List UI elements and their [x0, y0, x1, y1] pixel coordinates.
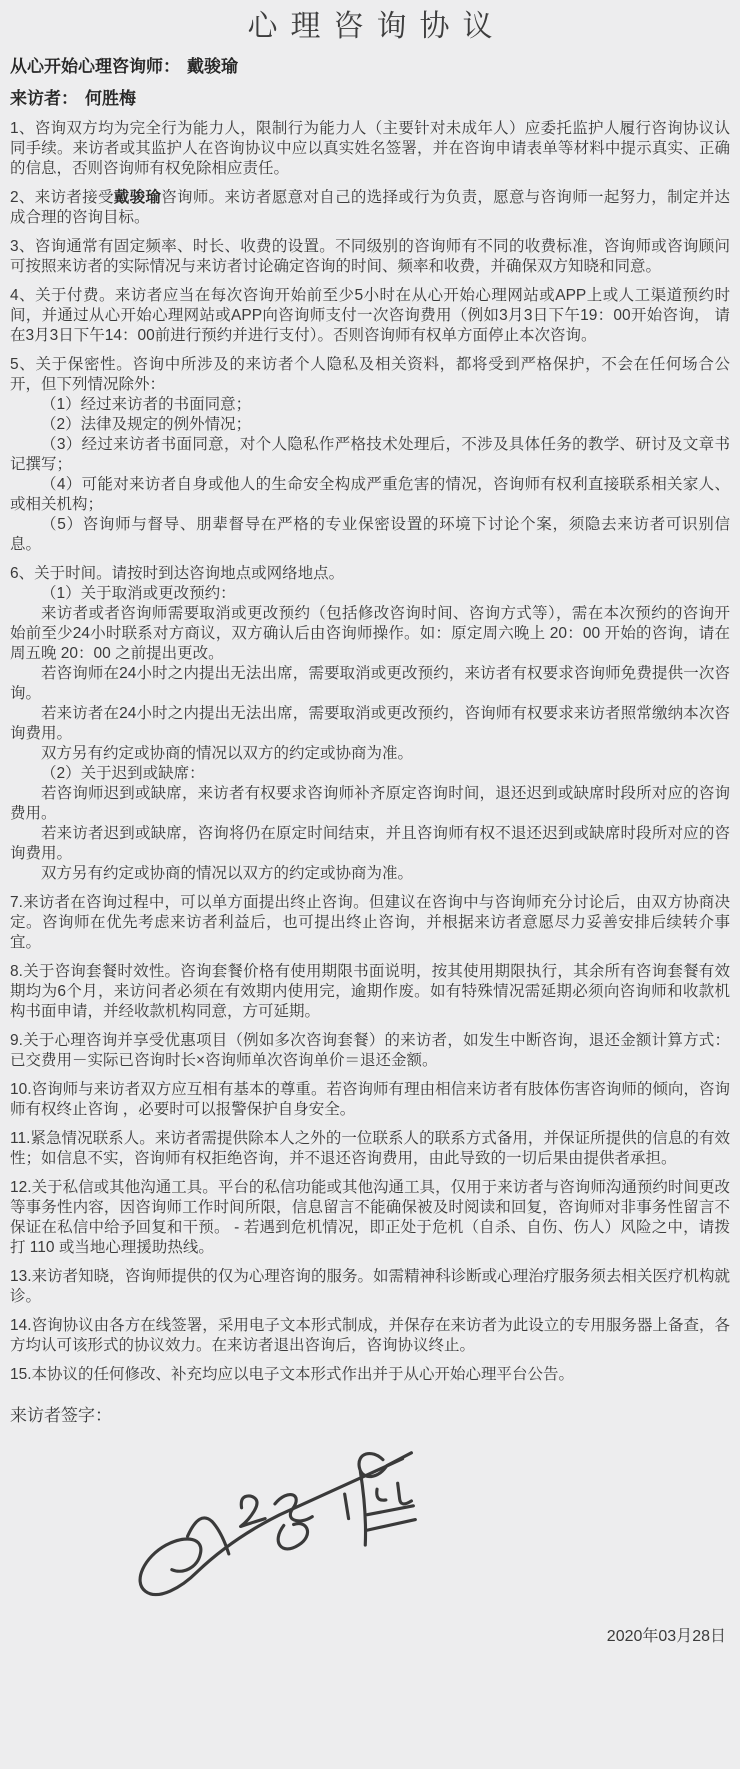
handwritten-signature-image — [122, 1443, 422, 1605]
agreement-paragraph: 1、咨询双方均为完全行为能力人，限制行为能力人（主要针对未成年人）应委托监护人履行咨询协议认同手续。来访者或其监护人在咨询协议中应以真实姓名签署，并在咨询申请表单等材料中提示真实、正确的信息，否则咨询师有权免除相应责任。 — [10, 120, 730, 177]
counselor-name: 戴骏瑜 — [187, 57, 238, 76]
agreement-paragraph: （2）法律及规定的例外情况； — [41, 416, 252, 433]
agreement-paragraph: 2、来访者接受戴骏瑜咨询师。来访者愿意对自己的选择或行为负责，愿意与咨询师一起努力，制定并达成合理的咨询目标。 — [10, 189, 730, 226]
agreement-paragraph: （1）关于取消或更改预约： — [41, 585, 236, 602]
agreement-paragraph: 15.本协议的任何修改、补充均应以电子文本形式作出并于从心开始心理平台公告。 — [10, 1366, 575, 1383]
agreement-paragraph: （1）经过来访者的书面同意； — [41, 396, 252, 413]
agreement-paragraph: （5）咨询师与督导、朋辈督导在严格的专业保密设置的环境下讨论个案，须隐去来访者可识别信息。 — [10, 516, 730, 553]
agreement-paragraph: 9.关于心理咨询并享受优惠项目（例如多次咨询套餐）的来访者，如发生中断咨询，退还金额计算方式：已交费用－实际已咨询时长×咨询师单次咨询单价＝退还金额。 — [10, 1032, 730, 1069]
agreement-paragraph: 7.来访者在咨询过程中，可以单方面提出终止咨询。但建议在咨询中与咨询师充分讨论后，由双方协商决定。咨询师在优先考虑来访者利益后，也可提出终止咨询，并根据来访者意愿尽力妥善安排后续转介事宜。 — [10, 894, 730, 951]
agreement-paragraph: 4、关于付费。来访者应当在每次咨询开始前至少5小时在从心开始心理网站或APP上或人工渠道预约时间，并通过从心开始心理网站或APP向咨询师支付一次咨询费用（例如3月3日下午19：00开始咨询， 请在3月3日下午14：00前进行预约并进行支付）。否则咨询师有权单方面停止本次咨询。 — [10, 287, 730, 344]
agreement-paragraph: 若咨询师在24小时之内提出无法出席，需要取消或更改预约，来访者有权要求咨询师免费提供一次咨询。 — [10, 665, 730, 702]
agreement-paragraph: （3）经过来访者书面同意，对个人隐私作严格技术处理后，不涉及具体任务的教学、研讨及文章书记撰写； — [10, 436, 730, 473]
agreement-paragraph: 11.紧急情况联系人。来访者需提供除本人之外的一位联系人的联系方式备用，并保证所提供的信息的有效性；如信息不实，咨询师有权拒绝咨询，并不退还咨询费用，由此导致的一切后果由提供者承担。 — [10, 1130, 730, 1167]
visitor-line — [10, 87, 730, 110]
signature-area — [122, 1443, 730, 1605]
visitor-name: 何胜梅 — [85, 89, 136, 108]
agreement-paragraph: 12.关于私信或其他沟通工具。平台的私信功能或其他沟通工具，仅用于来访者与咨询师沟通预约时间更改等事务性内容，因咨询师工作时间所限，信息留言不能确保被及时阅读和回复，咨询师对非事务性留言不保证在私信中给予回复和干预。 - 若遇到危机情况，即正处于危机（自杀、自伤、伤人）风险之中，请拨打 110 或当地心理援助热线。 — [10, 1179, 730, 1256]
agreement-paragraph: 14.咨询协议由各方在线签署，采用电子文本形式制成，并保存在来访者为此设立的专用服务器上备查，各方均认可该形式的协议效力。在来访者退出咨询后，咨询协议终止。 — [10, 1317, 730, 1354]
agreement-paragraph: 6、关于时间。请按时到达咨询地点或网络地点。 — [10, 565, 345, 582]
agreement-paragraph: 若咨询师迟到或缺席，来访者有权要求咨询师补齐原定咨询时间，退还迟到或缺席时段所对应的咨询费用。 — [10, 785, 730, 822]
counselor-label: 从心开始心理咨询师： — [10, 57, 180, 76]
agreement-paragraph: 来访者或者咨询师需要取消或更改预约（包括修改咨询时间、咨询方式等），需在本次预约的咨询开始前至少24小时联系对方商议，双方确认后由咨询师操作。如：原定周六晚上 20：00 开始的咨询，请在周五晚 20：00 之前提出更改。 — [10, 605, 730, 662]
agreement-paragraph: 双方另有约定或协商的情况以双方的约定或协商为准。 — [41, 745, 414, 762]
agreement-paragraph: 13.来访者知晓，咨询师提供的仅为心理咨询的服务。如需精神科诊断或心理治疗服务须去相关医疗机构就诊。 — [10, 1268, 730, 1305]
agreement-date: 2020年03月28日 — [606, 1628, 726, 1645]
agreement-paragraph: 10.咨询师与来访者双方应互相有基本的尊重。若咨询师有理由相信来访者有肢体伤害咨询师的倾向，咨询师有权终止咨询 ，必要时可以报警保护自身安全。 — [10, 1081, 730, 1118]
agreement-paragraph: （4）可能对来访者自身或他人的生命安全构成严重危害的情况，咨询师有权利直接联系相关家人、或相关机构； — [10, 476, 730, 513]
page-title: 心理咨询协议 — [247, 10, 506, 43]
agreement-body — [10, 119, 730, 1385]
agreement-paragraph: 3、咨询通常有固定频率、时长、收费的设置。不同级别的咨询师有不同的收费标准，咨询师或咨询顾问可按照来访者的实际情况与来访者讨论确定咨询的时间、频率和收费，并确保双方知晓和同意。 — [10, 238, 730, 275]
visitor-label: 来访者： — [10, 89, 78, 108]
agreement-paragraph: 5、关于保密性。咨询中所涉及的来访者个人隐私及相关资料，都将受到严格保护，不会在任何场合公开，但下列情况除外： — [10, 356, 730, 393]
agreement-paragraph: 若来访者迟到或缺席，咨询将仍在原定时间结束，并且咨询师有权不退还迟到或缺席时段所对应的咨询费用。 — [10, 825, 730, 862]
agreement-paragraph: 8.关于咨询套餐时效性。咨询套餐价格有使用期限书面说明，按其使用期限执行，其余所有咨询套餐有效期均为6个月，来访问者必须在有效期内使用完，逾期作废。如有特殊情况需延期必须向咨询师和收款机构书面申请，并经收款机构同意，方可延期。 — [10, 963, 730, 1020]
agreement-paragraph: 双方另有约定或协商的情况以双方的约定或协商为准。 — [41, 865, 414, 882]
agreement-paragraph: 若来访者在24小时之内提出无法出席，需要取消或更改预约，咨询师有权要求来访者照常缴纳本次咨询费用。 — [10, 705, 730, 742]
agreement-paragraph: （2）关于迟到或缺席： — [41, 765, 205, 782]
counselor-line — [10, 55, 730, 78]
signature-label: 来访者签字： — [10, 1406, 112, 1425]
